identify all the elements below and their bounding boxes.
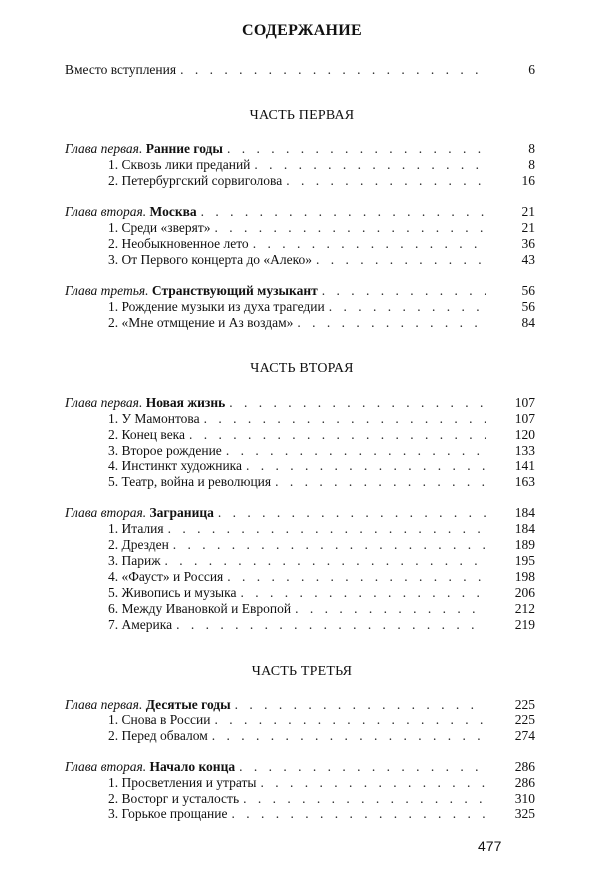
entry-page: 120 bbox=[514, 427, 535, 442]
chapter-entry bbox=[65, 697, 535, 713]
entry-page: 195 bbox=[514, 553, 535, 568]
dot-leader bbox=[235, 697, 486, 713]
dot-leader bbox=[215, 220, 486, 236]
section-entry bbox=[108, 443, 535, 459]
entry-page: 8 bbox=[528, 141, 535, 156]
section-label: 4. «Фауст» и Россия bbox=[108, 569, 224, 584]
dot-leader bbox=[239, 759, 486, 775]
section-label: 1. Рождение музыки из духа трагедии bbox=[108, 299, 325, 314]
dot-leader bbox=[176, 617, 486, 633]
dot-leader bbox=[243, 791, 486, 807]
entry-page: 16 bbox=[521, 173, 535, 188]
chapter-entry bbox=[65, 395, 535, 411]
dot-leader bbox=[226, 443, 486, 459]
entry-page: 43 bbox=[521, 252, 535, 267]
entry-page: 36 bbox=[521, 236, 535, 251]
dot-leader bbox=[254, 157, 486, 173]
part-title: ЧАСТЬ ТРЕТЬЯ bbox=[251, 664, 353, 679]
section-entry bbox=[108, 411, 535, 427]
section-entry bbox=[108, 806, 535, 822]
section-label: 2. Перед обвалом bbox=[108, 728, 208, 743]
chapter-title: Десятые годы bbox=[145, 697, 231, 712]
chapter-title: Начало конца bbox=[149, 759, 236, 774]
section-entry bbox=[108, 537, 535, 553]
entry-page: 198 bbox=[514, 569, 535, 584]
section-entry bbox=[108, 236, 535, 252]
entry-page: 206 bbox=[514, 585, 535, 600]
dot-leader bbox=[227, 569, 486, 585]
dot-leader bbox=[316, 252, 486, 268]
section-label: 3. Горькое прощание bbox=[108, 806, 228, 821]
page-title: СОДЕРЖАНИЕ bbox=[241, 22, 363, 39]
entry-page: 225 bbox=[514, 697, 535, 712]
section-entry bbox=[108, 775, 535, 791]
entry-page: 274 bbox=[514, 728, 535, 743]
section-entry bbox=[108, 157, 535, 173]
section-entry bbox=[108, 474, 535, 490]
entry-page: 184 bbox=[514, 521, 535, 536]
entry-page: 325 bbox=[514, 806, 535, 821]
dot-leader bbox=[212, 728, 486, 744]
section-label: 2. Конец века bbox=[108, 427, 186, 442]
entry-page: 56 bbox=[521, 283, 535, 298]
entry-page: 141 bbox=[514, 458, 535, 473]
section-label: 3. От Первого концерта до «Алеко» bbox=[108, 252, 313, 267]
section-label: 1. Снова в России bbox=[108, 712, 211, 727]
dot-leader bbox=[275, 474, 486, 490]
chapter-entry bbox=[65, 141, 535, 157]
section-entry bbox=[108, 173, 535, 189]
chapter-prefix: Глава первая. bbox=[65, 697, 143, 712]
section-label: 3. Второе рождение bbox=[108, 443, 222, 458]
dot-leader bbox=[260, 775, 486, 791]
section-label: 5. Живопись и музыка bbox=[108, 585, 237, 600]
entry-page: 84 bbox=[521, 315, 535, 330]
entry-page: 189 bbox=[514, 537, 535, 552]
section-entry bbox=[108, 315, 535, 331]
chapter-prefix: Глава первая. bbox=[65, 395, 143, 410]
dot-leader bbox=[189, 427, 486, 443]
chapter-prefix: Глава вторая. bbox=[65, 505, 147, 520]
chapter-title: Странствующий музыкант bbox=[151, 283, 318, 298]
dot-leader bbox=[231, 806, 486, 822]
section-label: 5. Театр, война и революция bbox=[108, 474, 272, 489]
dot-leader bbox=[168, 521, 486, 537]
chapter-prefix: Глава первая. bbox=[65, 141, 143, 156]
section-label: 1. Сквозь лики преданий bbox=[108, 157, 251, 172]
dot-leader bbox=[201, 204, 486, 220]
section-entry bbox=[108, 220, 535, 236]
section-entry bbox=[108, 791, 535, 807]
entry-page: 8 bbox=[528, 157, 535, 172]
dot-leader bbox=[173, 537, 486, 553]
dot-leader bbox=[329, 299, 486, 315]
entry-page: 56 bbox=[521, 299, 535, 314]
chapter-title: Москва bbox=[149, 204, 197, 219]
section-entry bbox=[108, 521, 535, 537]
section-label: 1. У Мамонтова bbox=[108, 411, 200, 426]
dot-leader bbox=[297, 315, 486, 331]
chapter-prefix: Глава вторая. bbox=[65, 759, 147, 774]
chapter-title: Ранние годы bbox=[145, 141, 223, 156]
section-entry bbox=[108, 553, 535, 569]
chapter-entry bbox=[65, 204, 535, 220]
entry-page: 286 bbox=[514, 775, 535, 790]
section-entry bbox=[108, 712, 535, 728]
chapter-entry bbox=[65, 759, 535, 775]
entry-page: 310 bbox=[514, 791, 535, 806]
section-entry bbox=[108, 585, 535, 601]
section-label: 2. «Мне отмщение и Аз воздам» bbox=[108, 315, 294, 330]
page-number: 477 bbox=[478, 838, 502, 854]
chapter-prefix: Глава третья. bbox=[65, 283, 149, 298]
dot-leader bbox=[180, 62, 486, 78]
section-label: 2. Восторг и усталость bbox=[108, 791, 240, 806]
dot-leader bbox=[214, 712, 486, 728]
dot-leader bbox=[204, 411, 486, 427]
entry-page: 163 bbox=[514, 474, 535, 489]
entry-label: Вместо вступления bbox=[65, 62, 177, 77]
dot-leader bbox=[218, 505, 486, 521]
dot-leader bbox=[165, 553, 486, 569]
entry-page: 225 bbox=[514, 712, 535, 727]
entry-page: 21 bbox=[521, 220, 535, 235]
dot-leader bbox=[229, 395, 486, 411]
section-label: 2. Петербургский сорвиголова bbox=[108, 173, 283, 188]
entry-page: 21 bbox=[521, 204, 535, 219]
section-label: 6. Между Ивановкой и Европой bbox=[108, 601, 292, 616]
section-label: 2. Дрезден bbox=[108, 537, 169, 552]
entry-page: 219 bbox=[514, 617, 535, 632]
dot-leader bbox=[240, 585, 486, 601]
dot-leader bbox=[286, 173, 486, 189]
dot-leader bbox=[295, 601, 486, 617]
section-entry bbox=[108, 458, 535, 474]
section-label: 2. Необыкновенное лето bbox=[108, 236, 249, 251]
part-title: ЧАСТЬ ВТОРАЯ bbox=[250, 361, 354, 376]
section-entry bbox=[108, 427, 535, 443]
section-entry bbox=[108, 569, 535, 585]
entry-page: 286 bbox=[514, 759, 535, 774]
entry-page: 107 bbox=[514, 395, 535, 410]
chapter-prefix: Глава вторая. bbox=[65, 204, 147, 219]
dot-leader bbox=[253, 236, 486, 252]
section-label: 4. Инстинкт художника bbox=[108, 458, 243, 473]
section-label: 1. Просветления и утраты bbox=[108, 775, 257, 790]
section-label: 1. Среди «зверят» bbox=[108, 220, 211, 235]
toc-entry-intro bbox=[65, 62, 535, 78]
section-entry bbox=[108, 617, 535, 633]
section-label: 1. Италия bbox=[108, 521, 164, 536]
dot-leader bbox=[322, 283, 486, 299]
section-label: 3. Париж bbox=[108, 553, 161, 568]
entry-page: 212 bbox=[514, 601, 535, 616]
section-entry bbox=[108, 252, 535, 268]
entry-page: 6 bbox=[528, 62, 535, 77]
part-title: ЧАСТЬ ПЕРВАЯ bbox=[249, 108, 355, 123]
section-entry bbox=[108, 728, 535, 744]
entry-page: 107 bbox=[514, 411, 535, 426]
dot-leader bbox=[227, 141, 486, 157]
section-entry bbox=[108, 601, 535, 617]
chapter-entry bbox=[65, 505, 535, 521]
chapter-entry bbox=[65, 283, 535, 299]
entry-page: 133 bbox=[514, 443, 535, 458]
chapter-title: Заграница bbox=[149, 505, 214, 520]
chapter-title: Новая жизнь bbox=[145, 395, 226, 410]
dot-leader bbox=[246, 458, 486, 474]
section-entry bbox=[108, 299, 535, 315]
section-label: 7. Америка bbox=[108, 617, 173, 632]
entry-page: 184 bbox=[514, 505, 535, 520]
